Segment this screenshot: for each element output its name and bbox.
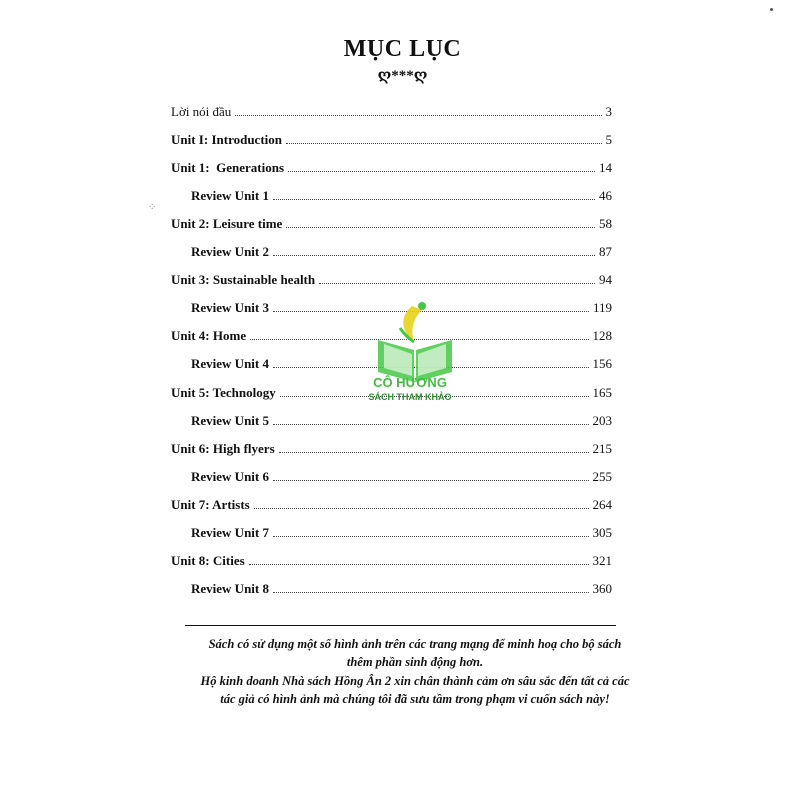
toc-page-number: 46 (599, 188, 612, 203)
toc-page-number: 58 (599, 216, 612, 231)
dot-leader (273, 198, 595, 200)
toc-row (171, 98, 612, 120)
toc-row (191, 182, 612, 204)
watermark-tagline: SÁCH THAM KHẢO (368, 392, 452, 402)
dot-leader (273, 591, 589, 593)
toc-row (191, 575, 612, 597)
toc-entry-label: Unit 2: Leisure time (171, 216, 283, 231)
dot-leader (273, 254, 595, 256)
toc-page-number: 321 (592, 553, 612, 568)
toc-page-number: 264 (592, 497, 612, 512)
toc-row (171, 435, 612, 457)
toc-entry-label: Review Unit 4 (191, 356, 269, 371)
dot-leader (249, 563, 589, 565)
toc-page-number: 94 (599, 272, 612, 287)
toc-entry-label: Unit 8: Cities (171, 553, 245, 568)
toc-entry-label: Unit I: Introduction (171, 132, 283, 147)
toc-entry-label: Unit 5: Technology (171, 385, 276, 400)
toc-row (171, 126, 612, 148)
toc-entry-label: Unit 1: Generations (171, 160, 285, 175)
toc-row (191, 519, 612, 541)
toc-entry-label: Review Unit 8 (191, 581, 269, 596)
watermark-brand: CÔ HƯƠNG (373, 375, 447, 390)
dot-leader (286, 226, 595, 228)
toc-page-number: 3 (605, 104, 612, 119)
toc-entry-label: Lời nói đầu (171, 104, 232, 119)
toc-page-number: 165 (592, 385, 612, 400)
title-ornament: ღ***ღ (377, 68, 428, 84)
toc-page-number: 305 (592, 525, 612, 540)
page-title: MỤC LỤC (343, 36, 462, 62)
toc-page-number: 215 (592, 441, 612, 456)
toc-page-number: 87 (599, 244, 612, 259)
toc-entry-label: Review Unit 2 (191, 244, 269, 259)
dot-leader (273, 423, 589, 425)
dot-leader (288, 170, 595, 172)
toc-row (171, 491, 612, 513)
toc-row (191, 463, 612, 485)
image-credit-note: Sách có sử dụng một số hình ảnh trên các trang mạng để minh hoạ cho bộ sách thêm phần sinh động hơn. (208, 637, 622, 669)
toc-page-number: 14 (599, 160, 612, 175)
toc-page-number: 360 (592, 581, 612, 596)
dot-leader (286, 142, 601, 144)
toc-page-number: 5 (605, 132, 612, 147)
dot-leader (235, 114, 601, 116)
toc-row (171, 154, 612, 176)
toc-entry-label: Review Unit 7 (191, 525, 269, 540)
toc-page-number: 156 (592, 356, 612, 371)
toc-row (171, 547, 612, 569)
toc-entry-label: Unit 7: Artists (171, 497, 250, 512)
scan-speck (770, 8, 773, 11)
thanks-note: Hộ kinh doanh Nhà sách Hồng Ân 2 xin chân thành cảm ơn sâu sắc đến tất cả các tác giả có hình ảnh mà chúng tôi đã sưu tầm trong phạm vi cuốn sách này! (200, 674, 630, 706)
toc-entry-label: Review Unit 6 (191, 469, 269, 484)
toc-entry-label: Unit 4: Home (171, 328, 247, 343)
dot-leader (319, 282, 595, 284)
dot-leader (279, 451, 589, 453)
toc-row (171, 210, 612, 232)
dot-leader (273, 479, 589, 481)
toc-page-number: 203 (592, 413, 612, 428)
toc-page-number: 128 (592, 328, 612, 343)
dot-leader (273, 535, 589, 537)
divider (185, 625, 616, 626)
toc-page-number: 119 (592, 300, 612, 315)
toc-row (191, 407, 612, 429)
toc-entry-label: Review Unit 5 (191, 413, 269, 428)
toc-entry-label: Review Unit 1 (191, 188, 269, 203)
toc-entry-label: Review Unit 3 (191, 300, 269, 315)
dot-leader (254, 507, 589, 509)
toc-entry-label: Unit 6: High flyers (171, 441, 275, 456)
margin-mark: ⁘ (148, 202, 157, 213)
toc-page-number: 255 (592, 469, 612, 484)
toc-entry-label: Unit 3: Sustainable health (171, 272, 316, 287)
toc-row (171, 266, 612, 288)
toc-row (191, 238, 612, 260)
